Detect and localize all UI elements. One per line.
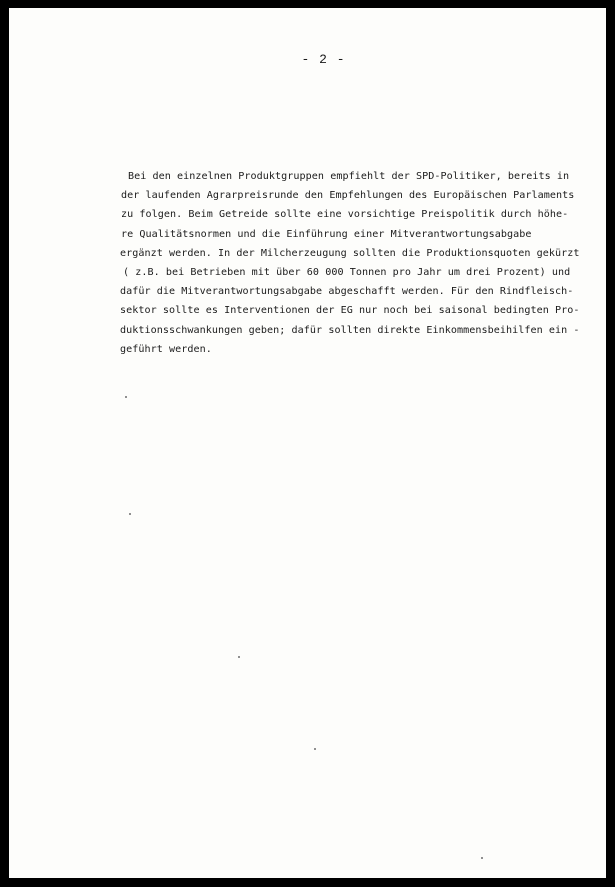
body-paragraph xyxy=(120,167,580,359)
text-line: ergänzt werden. In der Milcherzeugung sollten die Produktionsquoten gekürzt xyxy=(120,247,580,259)
text-line: zu folgen. Beim Getreide sollte eine vorsichtige Preispolitik durch höhe- xyxy=(121,209,569,221)
scan-speck xyxy=(314,748,316,750)
scan-speck xyxy=(129,513,131,515)
text-line: sektor sollte es Interventionen der EG nur noch bei saisonal bedingten Pro- xyxy=(120,305,580,317)
scan-speck xyxy=(125,396,127,398)
document-page xyxy=(9,8,606,878)
scan-speck xyxy=(481,857,483,859)
text-line: re Qualitätsnormen und die Einführung einer Mitverantwortungsabgabe xyxy=(121,228,532,240)
text-line: duktionsschwankungen geben; dafür sollten direkte Einkommensbeihilfen ein - xyxy=(120,324,580,336)
text-line: ( z.B. bei Betrieben mit über 60 000 Tonnen pro Jahr um drei Prozent) und xyxy=(123,266,571,278)
page-number: - 2 - xyxy=(301,52,346,67)
text-line: geführt werden. xyxy=(120,343,212,355)
text-line: Bei den einzelnen Produktgruppen empfiehlt der SPD-Politiker, bereits in xyxy=(128,171,570,182)
text-line: dafür die Mitverantwortungsabgabe abgeschafft werden. Für den Rindfleisch- xyxy=(120,286,574,298)
text-line: der laufenden Agrarpreisrunde den Empfehlungen des Europäischen Parlaments xyxy=(121,190,575,202)
scan-speck xyxy=(238,656,240,658)
